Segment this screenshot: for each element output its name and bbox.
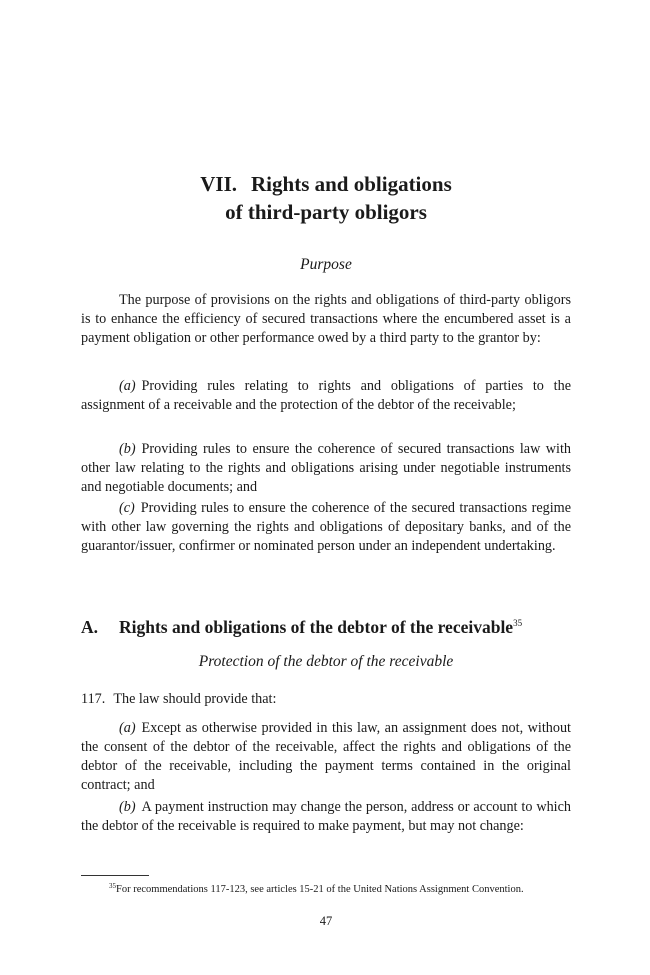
item-text: Providing rules to ensure the coherence of the secured transactions regime with other law governing the rights and obligations of depositary banks, and of the guarantor/issuer, confirmer or nominated person under an independent undertaking. <box>81 500 571 554</box>
item-label: (a) <box>119 720 136 736</box>
purpose-item-b <box>81 440 571 497</box>
section-heading <box>81 611 571 639</box>
item-text: Providing rules to ensure the coherence of secured transactions law with other law relating to the rights and obligations arising under negotiable instruments and negotiable documents; and <box>81 441 571 495</box>
recommendation-intro-text: The law should provide that: <box>113 691 277 707</box>
item-text: Except as otherwise provided in this law, an assignment does not, without the consent of the debtor of the receivable, affect the rights and obligations of the debtor of the receivable, including the payment terms contained in the original contract; and <box>81 720 571 793</box>
recommendation-item-b <box>81 798 571 836</box>
recommendation-intro <box>81 690 276 709</box>
subsection-heading: Protection of the debtor of the receivable <box>198 653 454 670</box>
item-label: (b) <box>119 799 136 815</box>
item-text: A payment instruction may change the person, address or account to which the debtor of the receivable is required to make payment, but may not change: <box>81 799 571 834</box>
footnote-text: For recommendations 117-123, see articles 15-21 of the United Nations Assignment Convention. <box>116 884 524 895</box>
recommendation-number: 117. <box>81 691 106 707</box>
item-label: (b) <box>119 441 136 457</box>
item-text: Providing rules relating to rights and obligations of parties to the assignment of a receivable and the protection of the debtor of the receivable; <box>81 378 571 413</box>
section-letter: A. <box>81 617 99 637</box>
chapter-title-text-1: Rights and obligations <box>251 172 452 196</box>
chapter-title-line-1 <box>81 170 571 198</box>
chapter-title <box>81 170 571 226</box>
footnote-reference[interactable]: 35 <box>513 618 523 628</box>
purpose-heading: Purpose <box>300 256 352 273</box>
recommendation-item-a <box>81 719 571 795</box>
purpose-item-c <box>81 499 571 556</box>
item-label: (a) <box>119 378 136 394</box>
section-title: Rights and obligations of the debtor of the receivable <box>119 617 514 637</box>
document-page <box>81 0 571 975</box>
footnote-divider <box>81 875 149 876</box>
footnote <box>109 879 524 897</box>
item-label: (c) <box>119 500 135 516</box>
page-number: 47 <box>319 914 333 928</box>
chapter-title-line-2: of third-party obligors <box>225 200 427 224</box>
purpose-intro-paragraph: The purpose of provisions on the rights and obligations of third-party obligors is to enhance the efficiency of secured transactions where the encumbered asset is a payment obligation or other performance owed by a third party to the grantor by: <box>81 292 571 346</box>
purpose-item-a <box>81 377 571 415</box>
footnote-marker: 35 <box>109 882 116 890</box>
chapter-number: VII. <box>200 172 238 196</box>
